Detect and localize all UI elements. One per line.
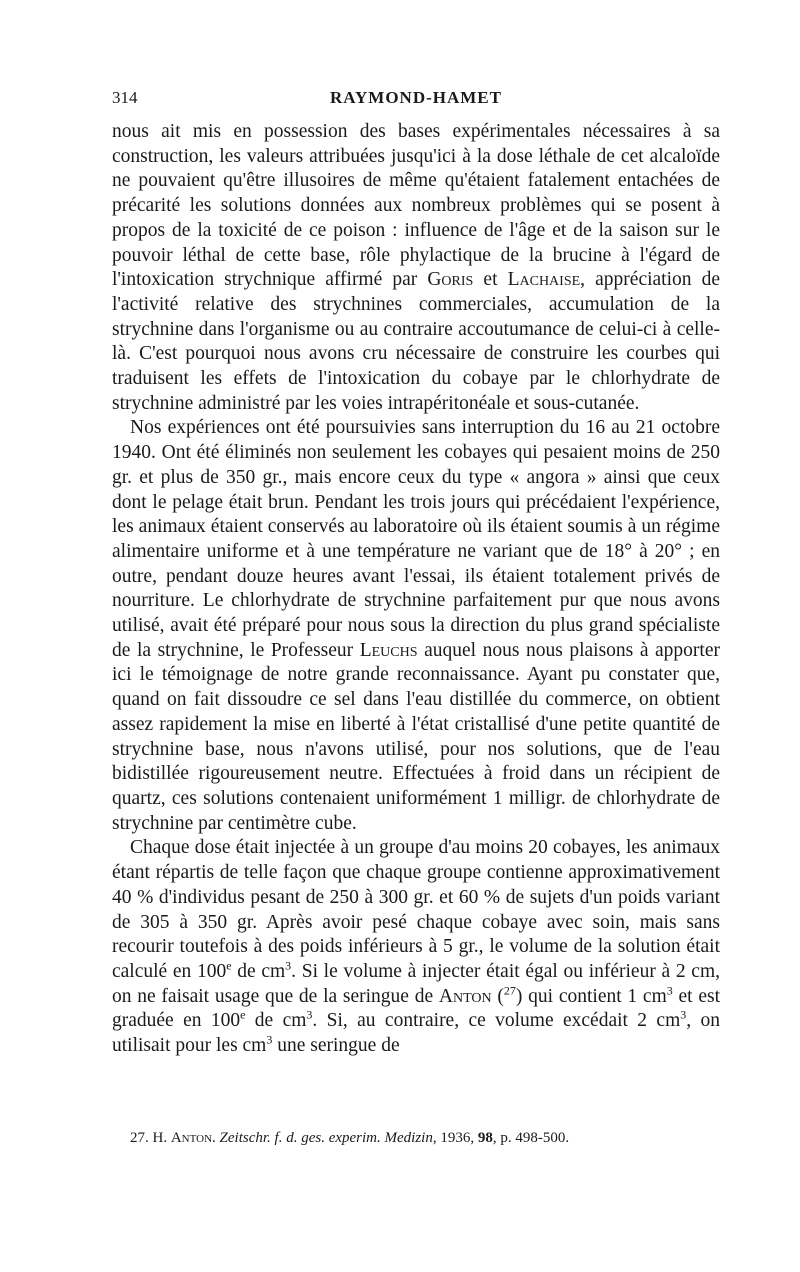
text-run: et: [473, 269, 508, 291]
page-header: [112, 88, 720, 114]
text-run: auquel nous nous plaisons à apporter ici le témoignage de notre grande reconnaissance. Ayant pu constater que, quand on fait dissoudre ce sel dans l'eau distillée du commerce, on obtient assez rapidement la mise en liberté à l'état cristallisé d'une petite quantité de strychnine base, nous n'avons utilisé, pour nos solutions, que de l'eau bidistillée rigoureusement neutre. Effectuées à froid dans un récipient de quartz, ces solutions contenaient uniformément 1 milligr. de chlorhydrate de strychnine par centimètre cube.: [112, 639, 720, 834]
superscript: 3: [666, 983, 673, 998]
text-run: une seringue de: [272, 1035, 400, 1057]
author-name: Anton: [438, 985, 492, 1007]
author-name: Leuchs: [359, 639, 418, 661]
footnote-author-initial: H.: [152, 1130, 168, 1146]
superscript: e: [226, 958, 232, 973]
text-run: de cm: [245, 1010, 307, 1032]
superscript: 3: [266, 1032, 273, 1047]
text-run: (: [491, 985, 504, 1007]
running-head: RAYMOND-HAMET: [330, 88, 502, 107]
text-run: . Si le volume à injecter était égal ou inférieur à 2 cm, on ne faisait usage que de la seringue de: [112, 960, 720, 1007]
text-run: Chaque dose était injectée à un groupe d'au moins 20 cobayes, les animaux étant répartis de telle façon que chaque groupe contienne approximativement 40 % d'individus pesant de 250 à 300 gr. et 60 % de sujets d'un poids variant de 305 à 350 gr. Après avoir pesé chaque cobaye avec soin, mais sans recourir toutefois à des poids inférieurs à 5 gr., le volume de la solution était calculé en 100: [112, 837, 720, 982]
text-run: . Si, au contraire, ce volume excédait 2 cm: [312, 1010, 681, 1032]
author-name: Goris: [427, 269, 474, 291]
text-run: et est graduée en 100: [112, 985, 720, 1032]
superscript: 3: [306, 1007, 313, 1022]
paragraph: [112, 120, 720, 416]
text-run: , on utilisait pour les cm: [112, 1010, 720, 1057]
footnote: 27. H. Anton. Zeitschr. f. d. ges. experim. Medizin, 1936, 98, p. 498-500.: [130, 1130, 570, 1146]
text-run: de cm: [231, 960, 286, 982]
paragraph: [112, 416, 720, 836]
superscript: 27: [503, 983, 516, 998]
footnote-volume: 98: [477, 1130, 493, 1146]
footnote-number: 27.: [130, 1130, 149, 1146]
footnote-author-name: Anton: [170, 1130, 213, 1146]
superscript: 3: [680, 1007, 687, 1022]
footnote-journal: Zeitschr. f. d. ges. experim. Medizin: [219, 1130, 433, 1146]
text-run: Nos expériences ont été poursuivies sans interruption du 16 au 21 octobre 1940. Ont été éliminés non seulement les cobayes qui pesaient moins de 250 gr. et plus de 350 gr., mais encore ceux du type « angora » ainsi que ceux dont le pelage était brun. Pendant les trois jours qui précédaient l'expérience, les animaux étaient conservés au laboratoire où ils étaient soumis à un régime alimentaire uniforme et à une température ne variant que de 18° à 20° ; en outre, pendant douze heures avant l'essai, ils étaient totalement privés de nourriture. Le chlorhydrate de strychnine parfaitement pur que nous avons utilisé, avait été préparé pour nous sous la direction du plus grand spécialiste de la strychnine, le Professeur: [112, 417, 720, 661]
page-number: 314: [112, 88, 138, 107]
footnote-pages: , p. 498-500.: [492, 1130, 570, 1146]
body-text: [112, 120, 720, 1059]
footnote-year: , 1936,: [432, 1130, 478, 1146]
text-run: , appréciation de l'activité relative des strychnines commerciales, accumulation de la strychnine dans l'organisme ou au contraire accoutumance de celui-ci à celle-là. C'est pourquoi nous avons cru nécessaire de construire les courbes qui traduisent les effets de l'intoxication du cobaye par le chlorhydrate de strychnine administré par les voies intrapéritonéale et sous-cutanée.: [112, 269, 720, 414]
paragraph: [112, 836, 720, 1058]
author-name: Lachaise: [507, 269, 581, 291]
superscript: e: [240, 1007, 246, 1022]
text-run: nous ait mis en possession des bases expérimentales nécessaires à sa construction, les valeurs attribuées jusqu'ici à la dose léthale de cet alcaloïde ne pouvaient qu'être illusoires de même qu'étaient fatalement entachées de précarité les solutions données aux nombreux problèmes qui se posent à propos de la toxicité de ce poison : influence de l'âge et de la saison sur le pouvoir léthal de cette base, rôle phylactique de la brucine à l'égard de l'intoxication strychnique affirmé par: [112, 121, 720, 291]
text-run: ) qui contient 1 cm: [515, 985, 667, 1007]
superscript: 3: [285, 958, 292, 973]
